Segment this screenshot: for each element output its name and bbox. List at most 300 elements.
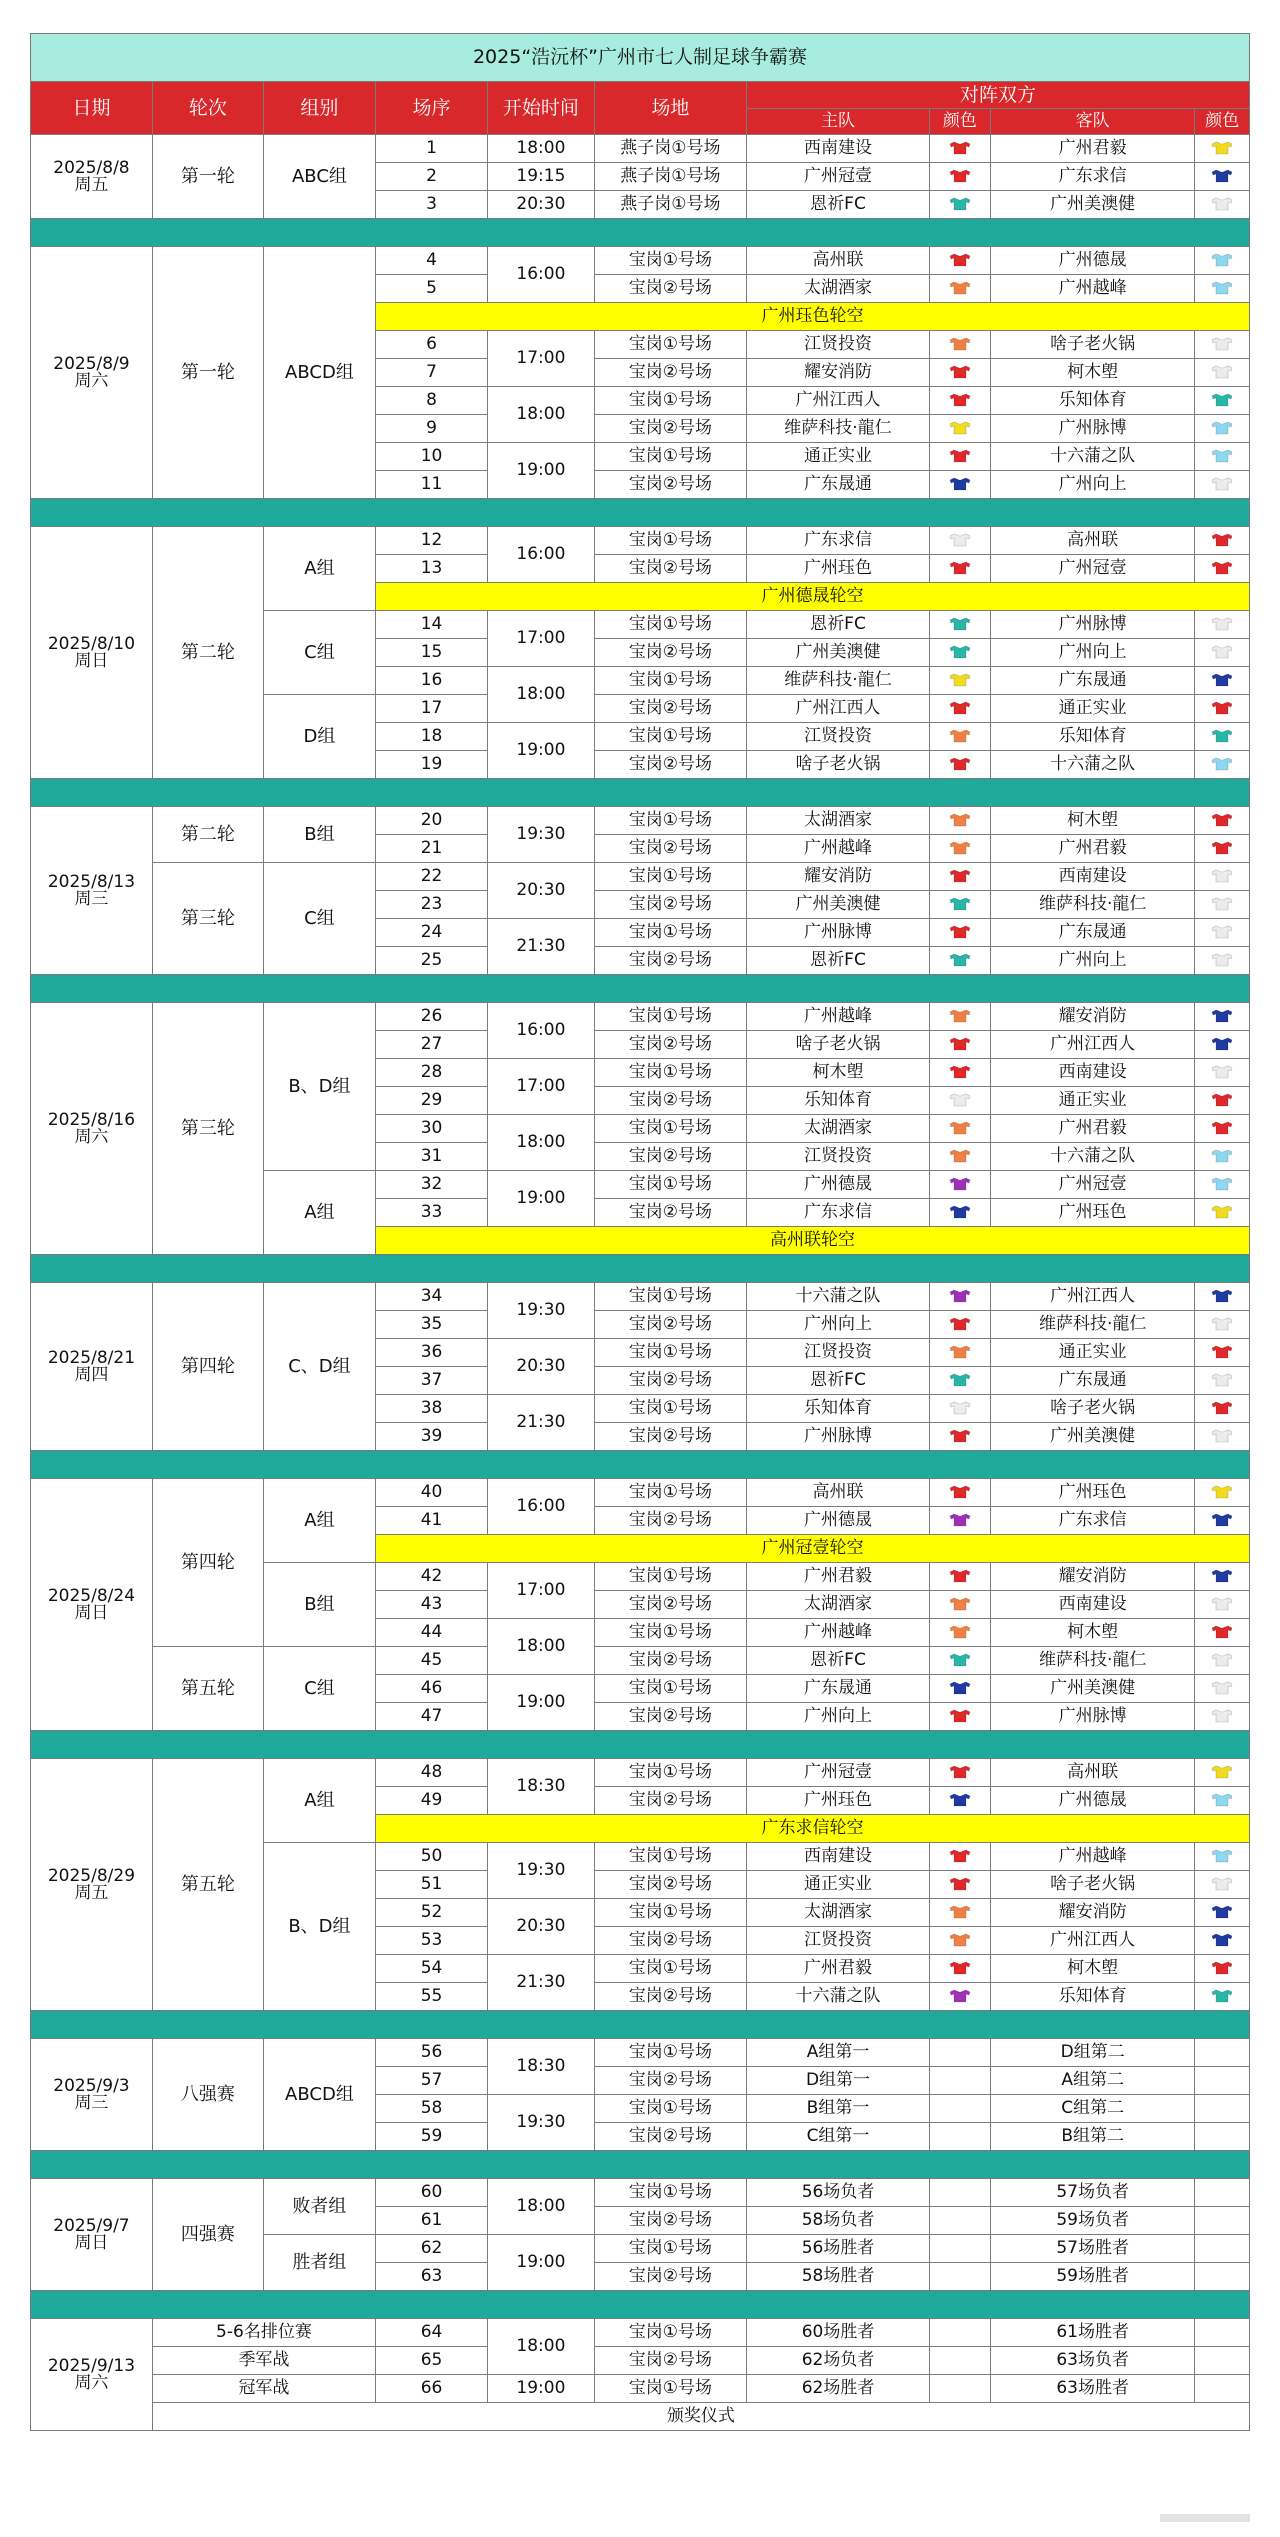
date-text: 2025/8/24 [47, 1585, 136, 1606]
venue-cell: 宝岗②号场 [594, 1423, 746, 1451]
match-number: 33 [375, 1199, 487, 1227]
away-color [1195, 1339, 1250, 1367]
match-number: 13 [375, 555, 487, 583]
final-label: 季军战 [152, 2347, 375, 2375]
away-color [1195, 1899, 1250, 1927]
date-text: 2025/8/21 [47, 1347, 136, 1368]
venue-cell: 宝岗②号场 [594, 1871, 746, 1899]
bye-notice: 广州珏色轮空 [375, 303, 1249, 331]
home-color [929, 1647, 990, 1675]
jersey-icon [949, 1401, 971, 1415]
jersey-icon [949, 337, 971, 351]
venue-cell: 宝岗①号场 [594, 1955, 746, 1983]
away-team: 广州美澳健 [990, 191, 1195, 219]
header-date: 日期 [31, 82, 153, 135]
jersey-icon [1211, 1933, 1233, 1947]
home-color [929, 947, 990, 975]
away-team: 广州德晟 [990, 247, 1195, 275]
start-time: 20:30 [488, 191, 595, 219]
away-color [1195, 1619, 1250, 1647]
home-team: 广州越峰 [747, 1619, 930, 1647]
round-cell: 第三轮 [152, 1003, 263, 1255]
home-team: 恩祈FC [747, 191, 930, 219]
home-team: 江贤投资 [747, 1143, 930, 1171]
away-team: 耀安消防 [990, 1563, 1195, 1591]
jersey-icon [949, 477, 971, 491]
venue-cell: 宝岗①号场 [594, 863, 746, 891]
start-time: 17:00 [488, 1059, 595, 1115]
home-team: 西南建设 [747, 135, 930, 163]
away-color [1195, 1927, 1250, 1955]
start-time: 21:30 [488, 1955, 595, 2011]
weekday-text: 周日 [74, 1602, 109, 1623]
venue-cell: 宝岗①号场 [594, 1003, 746, 1031]
date-cell [31, 1283, 153, 1451]
jersey-icon [1211, 1597, 1233, 1611]
venue-cell: 宝岗②号场 [594, 2347, 746, 2375]
home-color [929, 1619, 990, 1647]
group-cell: ABCD组 [263, 2039, 375, 2151]
away-color [1195, 527, 1250, 555]
away-team: 59场负者 [990, 2207, 1195, 2235]
away-color [1195, 1675, 1250, 1703]
match-number: 6 [375, 331, 487, 359]
home-color [929, 2207, 990, 2235]
jersey-icon [1211, 281, 1233, 295]
away-team: 高州联 [990, 527, 1195, 555]
jersey-icon [1211, 1513, 1233, 1527]
start-time: 16:00 [488, 1479, 595, 1535]
match-number: 25 [375, 947, 487, 975]
jersey-icon [1211, 141, 1233, 155]
away-team: 广州江西人 [990, 1927, 1195, 1955]
date-cell [31, 1759, 153, 2011]
home-team: B组第一 [747, 2095, 930, 2123]
venue-cell: 宝岗①号场 [594, 2039, 746, 2067]
date-cell [31, 2179, 153, 2291]
away-team: 耀安消防 [990, 1003, 1195, 1031]
start-time: 16:00 [488, 527, 595, 583]
jersey-icon [1211, 169, 1233, 183]
venue-cell: 宝岗①号场 [594, 1675, 746, 1703]
schedule-table [30, 33, 1250, 2431]
match-number: 60 [375, 2179, 487, 2207]
venue-cell: 宝岗①号场 [594, 1395, 746, 1423]
away-color [1195, 359, 1250, 387]
match-number: 55 [375, 1983, 487, 2011]
jersey-icon [949, 365, 971, 379]
venue-cell: 宝岗②号场 [594, 2067, 746, 2095]
start-time: 16:00 [488, 247, 595, 303]
jersey-icon [1211, 1093, 1233, 1107]
away-color [1195, 1059, 1250, 1087]
jersey-icon [949, 673, 971, 687]
round-cell: 第四轮 [152, 1283, 263, 1451]
away-team: 十六蒲之队 [990, 443, 1195, 471]
home-color [929, 1143, 990, 1171]
match-number: 41 [375, 1507, 487, 1535]
start-time: 17:00 [488, 1563, 595, 1619]
match-number: 37 [375, 1367, 487, 1395]
match-number: 18 [375, 723, 487, 751]
away-team: 通正实业 [990, 1339, 1195, 1367]
start-time: 20:30 [488, 863, 595, 919]
weekday-text: 周五 [74, 1882, 109, 1903]
round-cell: 第一轮 [152, 135, 263, 219]
jersey-icon [949, 813, 971, 827]
weekday-text: 周五 [74, 174, 109, 195]
away-color [1195, 1395, 1250, 1423]
away-color [1195, 163, 1250, 191]
jersey-icon [1211, 1653, 1233, 1667]
match-row [31, 1647, 1250, 1675]
home-team: 太湖酒家 [747, 275, 930, 303]
jersey-icon [949, 141, 971, 155]
round-cell: 第五轮 [152, 1759, 263, 2011]
jersey-icon [949, 1681, 971, 1695]
away-team: 乐知体育 [990, 1983, 1195, 2011]
match-row [31, 1479, 1250, 1507]
match-number: 20 [375, 807, 487, 835]
home-color [929, 387, 990, 415]
round-cell: 第五轮 [152, 1647, 263, 1731]
home-color [929, 1591, 990, 1619]
venue-cell: 宝岗①号场 [594, 2375, 746, 2403]
day-separator [31, 975, 1250, 1003]
venue-cell: 宝岗①号场 [594, 807, 746, 835]
jersey-icon [949, 393, 971, 407]
away-team: B组第二 [990, 2123, 1195, 2151]
away-color [1195, 1647, 1250, 1675]
venue-cell: 宝岗②号场 [594, 555, 746, 583]
jersey-icon [949, 449, 971, 463]
home-team: 啥子老火锅 [747, 751, 930, 779]
jersey-icon [949, 897, 971, 911]
match-number: 35 [375, 1311, 487, 1339]
jersey-icon [1211, 869, 1233, 883]
venue-cell: 宝岗②号场 [594, 2263, 746, 2291]
match-number: 42 [375, 1563, 487, 1591]
home-color [929, 415, 990, 443]
jersey-icon [1211, 1205, 1233, 1219]
home-team: 58场负者 [747, 2207, 930, 2235]
away-team: 广州珏色 [990, 1479, 1195, 1507]
separator-cell [31, 1731, 1250, 1759]
jersey-icon [949, 1065, 971, 1079]
home-team: 广州江西人 [747, 695, 930, 723]
venue-cell: 宝岗①号场 [594, 331, 746, 359]
home-color [929, 471, 990, 499]
match-number: 50 [375, 1843, 487, 1871]
home-team: 广州君毅 [747, 1563, 930, 1591]
jersey-icon [1211, 449, 1233, 463]
home-team: 60场胜者 [747, 2319, 930, 2347]
match-number: 5 [375, 275, 487, 303]
away-color [1195, 835, 1250, 863]
start-time: 19:00 [488, 443, 595, 499]
home-team: 恩祈FC [747, 947, 930, 975]
home-team: A组第一 [747, 2039, 930, 2067]
start-time: 19:30 [488, 2095, 595, 2151]
jersey-icon [1211, 1149, 1233, 1163]
venue-cell: 宝岗①号场 [594, 1899, 746, 1927]
header-home-color: 颜色 [929, 109, 990, 135]
jersey-icon [949, 1345, 971, 1359]
jersey-icon [1211, 1401, 1233, 1415]
home-color [929, 2263, 990, 2291]
home-color [929, 1395, 990, 1423]
away-color [1195, 2123, 1250, 2151]
home-team: 广州冠壹 [747, 1759, 930, 1787]
start-time: 19:30 [488, 1843, 595, 1899]
venue-cell: 燕子岗①号场 [594, 163, 746, 191]
jersey-icon [1211, 1877, 1233, 1891]
home-color [929, 191, 990, 219]
home-team: 广州越峰 [747, 835, 930, 863]
day-separator [31, 1255, 1250, 1283]
jersey-icon [949, 645, 971, 659]
match-row [31, 1003, 1250, 1031]
header-venue: 场地 [594, 82, 746, 135]
jersey-icon [1211, 1765, 1233, 1779]
away-team: 57场负者 [990, 2179, 1195, 2207]
match-number: 58 [375, 2095, 487, 2123]
start-time: 18:00 [488, 2319, 595, 2375]
jersey-icon [949, 1597, 971, 1611]
home-team: 广州德晟 [747, 1507, 930, 1535]
home-color [929, 163, 990, 191]
away-color [1195, 863, 1250, 891]
home-team: 广东求信 [747, 527, 930, 555]
jersey-icon [1211, 1625, 1233, 1639]
match-number: 54 [375, 1955, 487, 1983]
group-cell: B、D组 [263, 1843, 375, 2011]
date-cell [31, 527, 153, 779]
jersey-icon [1211, 813, 1233, 827]
away-team: 广州脉博 [990, 415, 1195, 443]
away-color [1195, 2235, 1250, 2263]
group-cell: C组 [263, 863, 375, 975]
start-time: 18:00 [488, 135, 595, 163]
final-row [31, 2319, 1250, 2347]
home-team: 广州君毅 [747, 1955, 930, 1983]
venue-cell: 宝岗①号场 [594, 1059, 746, 1087]
away-team: 广州美澳健 [990, 1423, 1195, 1451]
date-cell [31, 807, 153, 975]
home-team: 广东求信 [747, 1199, 930, 1227]
home-team: 广州冠壹 [747, 163, 930, 191]
away-color [1195, 1367, 1250, 1395]
venue-cell: 宝岗①号场 [594, 919, 746, 947]
home-team: 广东晟通 [747, 471, 930, 499]
jersey-icon [1211, 365, 1233, 379]
day-separator [31, 2291, 1250, 2319]
venue-cell: 宝岗②号场 [594, 695, 746, 723]
home-team: 乐知体育 [747, 1087, 930, 1115]
jersey-icon [1211, 1345, 1233, 1359]
header-away-color: 颜色 [1195, 109, 1250, 135]
away-color [1195, 555, 1250, 583]
match-number: 11 [375, 471, 487, 499]
home-color [929, 1927, 990, 1955]
jersey-icon [1211, 841, 1233, 855]
venue-cell: 宝岗①号场 [594, 1283, 746, 1311]
home-color [929, 247, 990, 275]
home-team: 维萨科技·龍仁 [747, 667, 930, 695]
start-time: 18:00 [488, 667, 595, 723]
away-team: 十六蒲之队 [990, 751, 1195, 779]
bye-notice: 广州冠壹轮空 [375, 1535, 1249, 1563]
separator-cell [31, 499, 1250, 527]
match-number: 19 [375, 751, 487, 779]
match-number: 23 [375, 891, 487, 919]
away-team: 广东求信 [990, 1507, 1195, 1535]
away-color [1195, 2375, 1250, 2403]
away-team: 通正实业 [990, 695, 1195, 723]
venue-cell: 宝岗②号场 [594, 415, 746, 443]
away-team: 广州向上 [990, 947, 1195, 975]
venue-cell: 宝岗①号场 [594, 1115, 746, 1143]
match-number: 32 [375, 1171, 487, 1199]
jersey-icon [949, 1989, 971, 2003]
date-cell [31, 135, 153, 219]
weekday-text: 周六 [74, 2372, 109, 2393]
away-color [1195, 1423, 1250, 1451]
venue-cell: 宝岗①号场 [594, 1843, 746, 1871]
jersey-icon [949, 925, 971, 939]
start-time: 20:30 [488, 1339, 595, 1395]
match-number: 66 [375, 2375, 487, 2403]
venue-cell: 宝岗①号场 [594, 1171, 746, 1199]
away-color [1195, 1787, 1250, 1815]
jersey-icon [1211, 1009, 1233, 1023]
away-team: 广州脉博 [990, 1703, 1195, 1731]
group-cell: B组 [263, 1563, 375, 1647]
separator-cell [31, 219, 1250, 247]
away-color [1195, 947, 1250, 975]
start-time: 19:00 [488, 1675, 595, 1731]
jersey-icon [1211, 645, 1233, 659]
away-team: 广州美澳健 [990, 1675, 1195, 1703]
home-color [929, 1339, 990, 1367]
jersey-icon [949, 1177, 971, 1191]
venue-cell: 宝岗②号场 [594, 471, 746, 499]
match-number: 49 [375, 1787, 487, 1815]
weekday-text: 周六 [74, 1126, 109, 1147]
jersey-icon [949, 1149, 971, 1163]
away-color [1195, 1507, 1250, 1535]
match-number: 12 [375, 527, 487, 555]
date-text: 2025/8/9 [53, 353, 130, 374]
jersey-icon [1211, 477, 1233, 491]
home-color [929, 2319, 990, 2347]
match-number: 40 [375, 1479, 487, 1507]
away-team: C组第二 [990, 2095, 1195, 2123]
round-cell: 第二轮 [152, 527, 263, 779]
ceremony-text: 颁奖仪式 [152, 2403, 1249, 2431]
away-team: 广州冠壹 [990, 555, 1195, 583]
home-color [929, 1059, 990, 1087]
home-color [929, 1759, 990, 1787]
venue-cell: 宝岗①号场 [594, 527, 746, 555]
home-team: 十六蒲之队 [747, 1283, 930, 1311]
home-team: 江贤投资 [747, 1927, 930, 1955]
start-time: 19:00 [488, 723, 595, 779]
home-team: 太湖酒家 [747, 1899, 930, 1927]
away-color [1195, 247, 1250, 275]
jersey-icon [1211, 393, 1233, 407]
jersey-icon [1211, 757, 1233, 771]
away-team: 乐知体育 [990, 723, 1195, 751]
home-color [929, 639, 990, 667]
venue-cell: 宝岗②号场 [594, 2207, 746, 2235]
home-color [929, 1367, 990, 1395]
away-team: 柯木塱 [990, 807, 1195, 835]
jersey-icon [949, 1793, 971, 1807]
away-team: 广州君毅 [990, 835, 1195, 863]
jersey-icon [1211, 897, 1233, 911]
home-color [929, 1115, 990, 1143]
venue-cell: 宝岗①号场 [594, 2179, 746, 2207]
match-number: 38 [375, 1395, 487, 1423]
home-team: 太湖酒家 [747, 1591, 930, 1619]
away-team: 西南建设 [990, 1591, 1195, 1619]
venue-cell: 宝岗②号场 [594, 1591, 746, 1619]
group-cell: 败者组 [263, 2179, 375, 2235]
round-cell: 第二轮 [152, 807, 263, 863]
match-row [31, 2039, 1250, 2067]
date-cell [31, 1003, 153, 1255]
home-team: 耀安消防 [747, 863, 930, 891]
start-time: 21:30 [488, 1395, 595, 1451]
match-number: 57 [375, 2067, 487, 2095]
away-team: 十六蒲之队 [990, 1143, 1195, 1171]
home-team: 广州脉博 [747, 1423, 930, 1451]
group-cell: ABC组 [263, 135, 375, 219]
venue-cell: 宝岗①号场 [594, 1339, 746, 1367]
away-team: 耀安消防 [990, 1899, 1195, 1927]
home-color [929, 2179, 990, 2207]
home-team: 太湖酒家 [747, 1115, 930, 1143]
home-team: 广州珏色 [747, 1787, 930, 1815]
match-number: 28 [375, 1059, 487, 1087]
home-color [929, 2039, 990, 2067]
separator-cell [31, 1451, 1250, 1479]
away-team: 啥子老火锅 [990, 1395, 1195, 1423]
venue-cell: 宝岗②号场 [594, 1143, 746, 1171]
home-color [929, 1479, 990, 1507]
home-color [929, 1507, 990, 1535]
away-team: 广州珏色 [990, 1199, 1195, 1227]
match-number: 26 [375, 1003, 487, 1031]
venue-cell: 宝岗②号场 [594, 1087, 746, 1115]
start-time: 18:00 [488, 1115, 595, 1171]
home-color [929, 1423, 990, 1451]
jersey-icon [1211, 337, 1233, 351]
home-color [929, 1563, 990, 1591]
home-color [929, 751, 990, 779]
date-text: 2025/8/29 [47, 1865, 136, 1886]
venue-cell: 宝岗②号场 [594, 1199, 746, 1227]
away-team: 广州德晟 [990, 1787, 1195, 1815]
home-team: 广州美澳健 [747, 891, 930, 919]
jersey-icon [949, 757, 971, 771]
venue-cell: 宝岗②号场 [594, 359, 746, 387]
home-color [929, 555, 990, 583]
match-row [31, 527, 1250, 555]
home-color [929, 331, 990, 359]
round-cell: 八强赛 [152, 2039, 263, 2151]
